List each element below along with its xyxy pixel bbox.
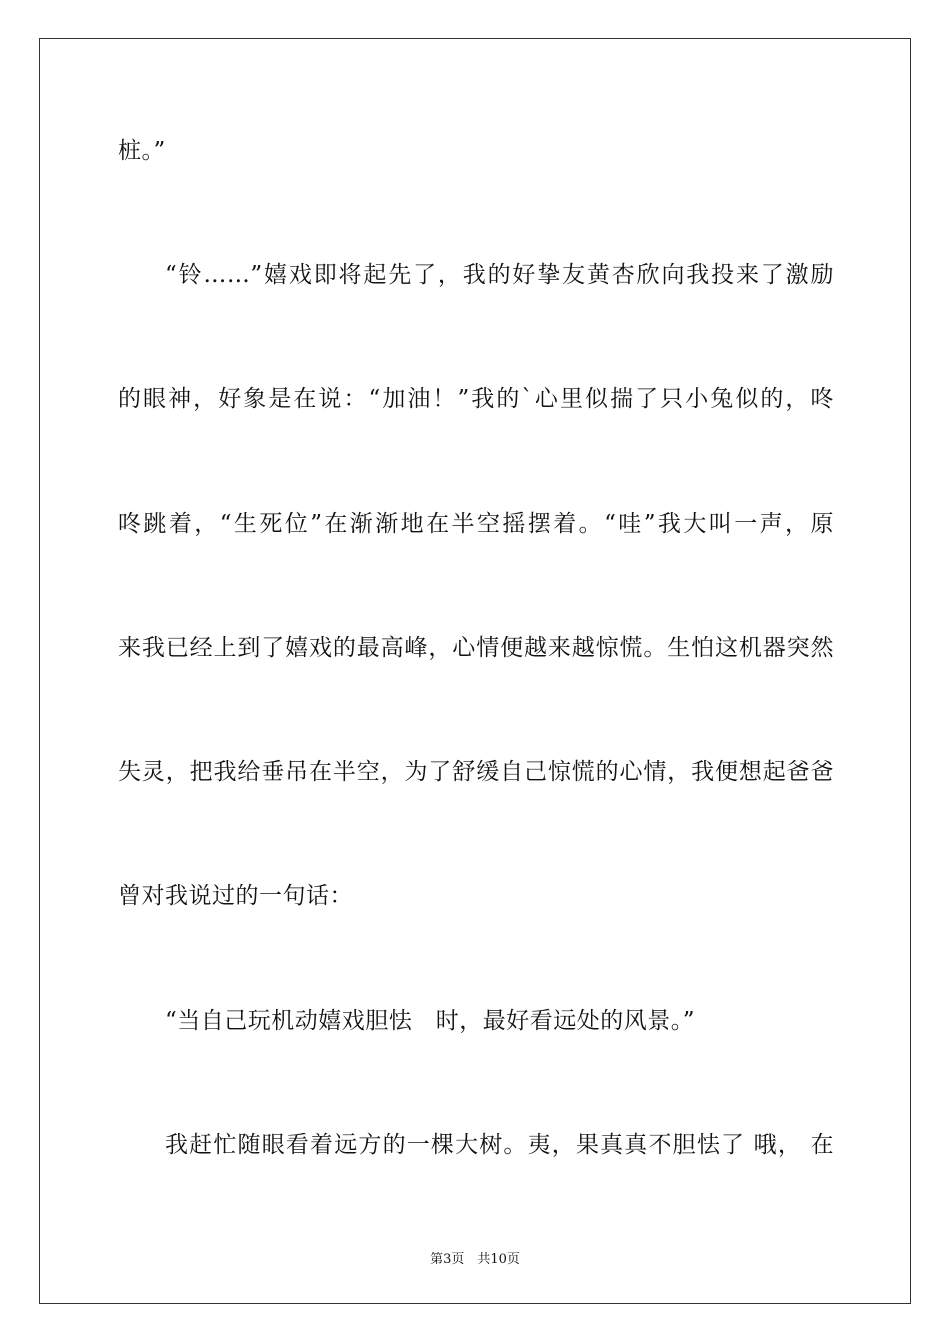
text-line: “当自己玩机动嬉戏胆怯 时，最好看远处的风景。”	[165, 1008, 696, 1034]
page-number-footer: 第3页 共10页	[430, 1252, 520, 1267]
page-border	[39, 38, 911, 1304]
text-line: 的眼神，好象是在说：“加油！”我的`心里似揣了只小兔似的，咚	[118, 386, 834, 412]
text-line: “铃……”嬉戏即将起先了，我的好挚友黄杏欣向我投来了激励	[165, 262, 834, 288]
text-line: 咚跳着，“生死位”在渐渐地在半空摇摆着。“哇”我大叫一声，原	[118, 511, 834, 537]
text-line: 来我已经上到了嬉戏的最高峰，心情便越来越惊慌。生怕这机器突然	[118, 635, 834, 661]
text-line: 曾对我说过的一句话：	[118, 883, 353, 909]
text-line: 我赶忙随眼看着远方的一棵大树。夷，果真真不胆怯了 哦， 在	[165, 1132, 834, 1158]
text-line: 桩。”	[118, 138, 166, 164]
text-line: 失灵，把我给垂吊在半空，为了舒缓自己惊慌的心情，我便想起爸爸	[118, 759, 834, 785]
